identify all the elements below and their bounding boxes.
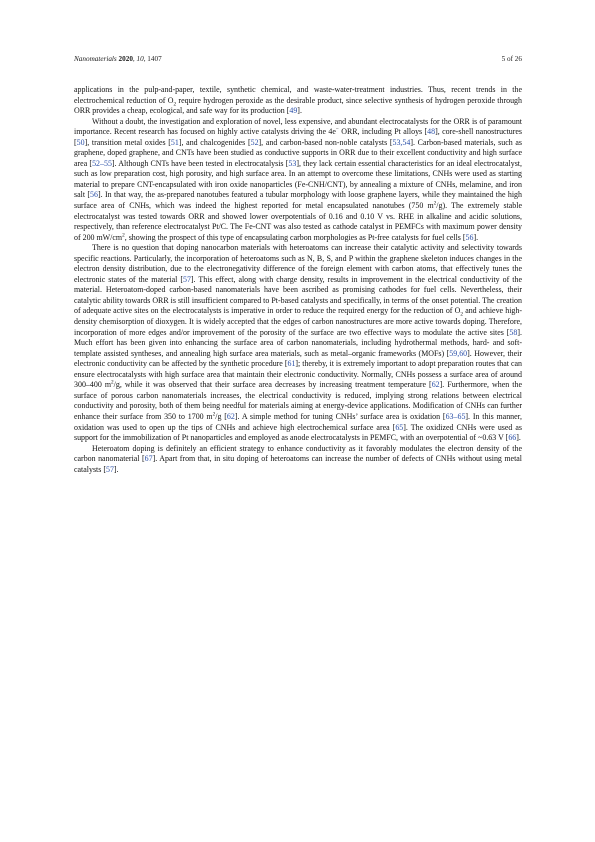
text-run: ]. Furthermore, when the surface of porous carbon nanomaterials increases, the electrical conductivity is reduced, implying strong relations between electrical conductivity and porosity, both of them being needful for materials aiming at energy-device applications. Modification of CNHs can further enhance their surface from 350 to 1700 m bbox=[74, 380, 522, 421]
citation-link[interactable]: 63–65 bbox=[445, 411, 466, 421]
journal-name: Nanomaterials bbox=[74, 55, 117, 63]
text-run: ]. Carbon-based materials, such as graphene, doped graphene, and CNTs have been studied as conductive supports in ORR due to their excellent conductivity and high surface area [ bbox=[74, 137, 523, 168]
citation-link[interactable]: 56 bbox=[465, 232, 474, 242]
citation-link[interactable]: 56 bbox=[90, 190, 98, 200]
citation-link[interactable]: 58 bbox=[509, 327, 518, 337]
journal-citation: Nanomaterials 2020, 10, 1407 bbox=[74, 55, 162, 63]
body-text bbox=[74, 85, 522, 475]
citation-link[interactable]: 50 bbox=[76, 137, 85, 147]
text-run: Heteroatom doping is definitely an efficient strategy to enhance conductivity as it favorably modulates the electron density of the carbon nanomaterial [ bbox=[74, 443, 522, 464]
text-run: /g, while it was observed that their surface area decreases by increasing treatment temperature [ bbox=[113, 380, 432, 390]
citation-link[interactable]: 57 bbox=[182, 274, 191, 284]
text-run: ]. bbox=[473, 232, 479, 242]
text-run: applications in the pulp-and-paper, textile, synthetic chemical, and waste-water-treatment industries. Thus, recent trends in the electrochemical reduction of O bbox=[74, 85, 522, 105]
paragraph bbox=[74, 243, 522, 443]
citation-link[interactable]: 48 bbox=[427, 127, 436, 137]
text-run: ]. bbox=[113, 464, 119, 474]
text-run: , showing the prospect of this type of encapsulating carbon morphologies as Pt-free catalysts for fuel cells [ bbox=[124, 232, 466, 242]
text-run: and achieve high-density chemisorption of dioxygen. It is widely accepted that the edges of carbon nanostructures are more active towards doping. Therefore, incorporation of more edges and/or improvement of the porosity of the surface are two effective ways to modulate the active sites [ bbox=[74, 306, 523, 337]
citation-link[interactable]: 65 bbox=[395, 422, 404, 432]
text-run: ]. Although CNTs have been tested in electrocatalysis [ bbox=[111, 158, 289, 168]
text-run: ], transition metal oxides [ bbox=[84, 137, 171, 147]
citation-link[interactable]: 61 bbox=[287, 359, 296, 369]
paragraph bbox=[74, 444, 522, 476]
citation-link[interactable]: 67 bbox=[144, 454, 153, 464]
citation-link[interactable]: 51 bbox=[170, 137, 179, 147]
text-run: ]. The oxidized CNHs were used as support for the immobilization of Pt nanoparticles and employed as anode electrocatalysts in PEMFC, with an overpotential of ~0.63 V [ bbox=[74, 422, 523, 443]
superscript: 2 bbox=[111, 379, 114, 386]
superscript: 2 bbox=[433, 200, 437, 207]
text-run: ]; thereby, it is extremely important to adopt preparation routes that can ensure electrocatalysts with high surface area that maintain their electronic conductivity. Normally, CNHs possess a surface area of around 300–400 m bbox=[74, 359, 522, 390]
text-run: ], and chalcogenides [ bbox=[178, 137, 251, 147]
text-run: ORR, including Pt alloys [ bbox=[338, 127, 428, 137]
superscript: 2 bbox=[122, 232, 125, 239]
page-number: 5 of 26 bbox=[501, 55, 522, 63]
citation-link[interactable]: 66 bbox=[508, 433, 517, 443]
citation-link[interactable]: 52 bbox=[250, 137, 259, 147]
text-run: /g [ bbox=[215, 411, 227, 421]
text-run: ]. bbox=[297, 106, 302, 116]
text-run: /g). The extremely stable electrocatalyst was tested towards ORR and showed lower overpotentials of 0.16 and 0.10 V vs. RHE in alkaline and acidic solutions, respectively, than reference electrocatalyst Pt/C. The Fe-CNT was also tested as cathode catalyst in PEMFCs with maximum power density of 200 mW/cm bbox=[74, 201, 523, 242]
paragraph bbox=[74, 117, 522, 244]
citation-link[interactable]: 49 bbox=[289, 106, 298, 116]
article-number: 1407 bbox=[147, 55, 162, 63]
journal-year: 2020 bbox=[118, 55, 133, 63]
citation-link[interactable]: 59,60 bbox=[449, 348, 468, 358]
citation-link[interactable]: 53 bbox=[288, 158, 297, 168]
citation-link[interactable]: 62 bbox=[431, 380, 440, 390]
text-run: require hydrogen peroxide as the desirable product, since selective synthesis of hydrogen peroxide through ORR provides a cheap, ecological, and safe way for its production [ bbox=[74, 95, 522, 116]
citation-link[interactable]: 62 bbox=[226, 411, 235, 421]
superscript: 2 bbox=[212, 411, 216, 418]
text-run: ]. In that way, the as-prepared nanotubes featured a tubular morphology with loose graphene layers, while they maintained the high surface area of CNHs, which was indeed the highest reported for metal encapsulated nanotubes (750 m bbox=[74, 190, 522, 211]
text-run: ], and carbon-based non-noble catalysts [ bbox=[258, 137, 393, 147]
text-run: ]. In this manner, oxidation was used to open up the tips of CNHs and achieve high electrochemical surface area [ bbox=[74, 411, 522, 432]
citation-link[interactable]: 53,54 bbox=[392, 137, 411, 147]
text-run: ]. However, their electronic conductivity can be affected by the synthetic procedure [ bbox=[74, 348, 523, 369]
text-run: ]. This effect, along with charge density, results in improvement in the electrical conductivity of the material. Heteroatom-doped carbon-based nanomaterials have been ascribed as promising cathodes for fuel cells. Nevertheless, their catalytic ability towards ORR is still insufficient compared to Pt-based catalysts and specifically, in terms of the onset potential. The creation of adequate active sites on the electrocatalysts is imperative in order to reduce the required energy for the reduction of O bbox=[74, 274, 522, 316]
text-run: ], core-shell nanostructures [ bbox=[74, 127, 522, 147]
citation-link[interactable]: 52–55 bbox=[92, 158, 112, 168]
text-run: ]. Much effort has been given into enhancing the surface area of carbon nanomaterials, including hydrothermal methods, hard- and soft-template assisted syntheses, and annealing high surface area materials, such as metal–organic frameworks (MOFs) [ bbox=[74, 327, 522, 358]
running-header bbox=[74, 55, 522, 67]
paragraph bbox=[74, 85, 522, 117]
subscript: 2 bbox=[173, 101, 177, 108]
text-run: ]. bbox=[516, 433, 521, 443]
text-run: There is no question that doping nanocarbon materials with heteroatoms can increase their catalytic activity and selectivity towards specific reactions. Particularly, the incorporation of heteroatoms such as N, B, S, and P within the graphene skeleton induces changes in the electron density distribution, due to the electronegativity difference of the foreign element with carbon atoms, that effectively tunes the electronic states of the material [ bbox=[74, 243, 522, 284]
citation-link[interactable]: 57 bbox=[105, 464, 114, 474]
subscript: 2 bbox=[460, 312, 464, 319]
text-run: ]. Apart from that, in situ doping of heteroatoms can increase the number of defects of CNHs without using metal catalysts [ bbox=[74, 454, 523, 474]
text-run: Without a doubt, the investigation and exploration of novel, less expensive, and abundant electrocatalysts for the ORR is of paramount importance. Recent research has focused on highly active catalysts driving the 4e bbox=[74, 116, 522, 137]
superscript: − bbox=[335, 126, 339, 133]
journal-volume: 10 bbox=[136, 55, 144, 63]
text-run: ]. A simple method for tuning CNHs’ surface area is oxidation [ bbox=[234, 411, 446, 421]
text-run: ], they lack certain essential characteristics for an ideal electrocatalyst, such as low preparation cost, high porosity, and high surface area. In an attempt to overcome these limitations, CNHs were used as starting material to prepare CNT-encapsulated with iron oxide nanoparticles (Fe-CNH/CNT), by annealing a mixture of CNHs, melamine, and iron salt [ bbox=[74, 158, 522, 200]
